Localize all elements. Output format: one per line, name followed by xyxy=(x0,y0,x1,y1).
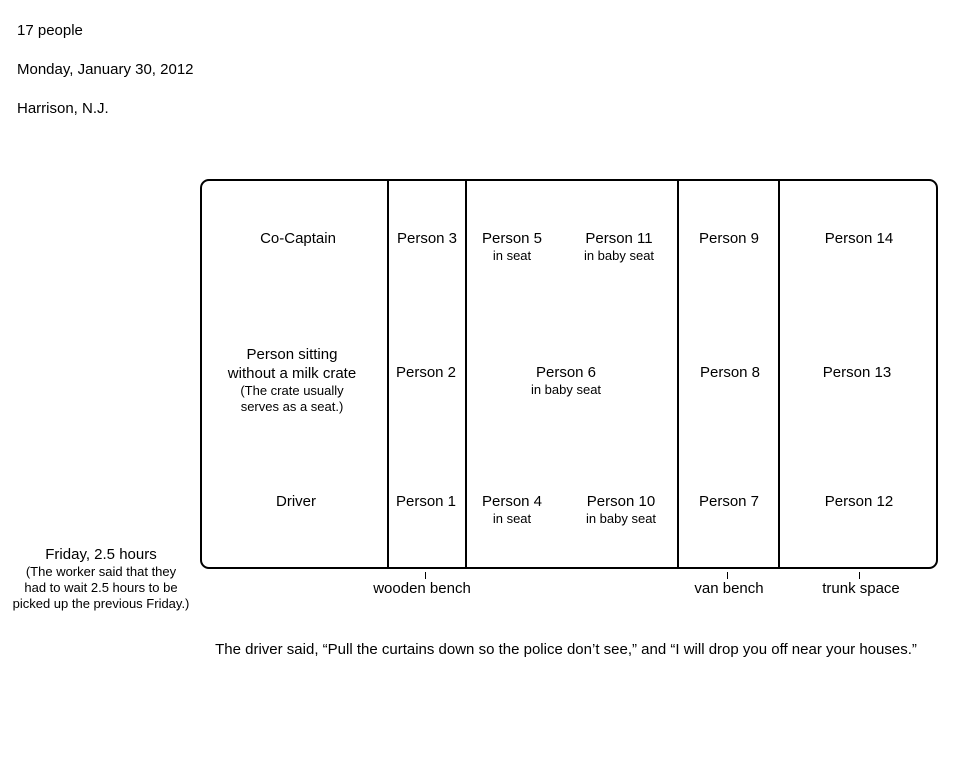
driver-quote: The driver said, “Pull the curtains down so the police don’t see,” and “I will drop you off near your houses.” xyxy=(215,641,917,658)
seat-note: in seat xyxy=(492,511,532,526)
seat-label: Person 1 xyxy=(395,493,457,510)
seat-label: Person 13 xyxy=(822,364,892,381)
seat-person-1 xyxy=(396,492,456,511)
seat-label: Co-Captain xyxy=(260,230,336,247)
seat-note: (The crate usually xyxy=(240,383,344,398)
seat-driver xyxy=(276,492,316,511)
seat-co-captain xyxy=(260,229,336,248)
van-outline xyxy=(200,179,938,569)
wait-title: Friday, 2.5 hours xyxy=(45,546,157,563)
seat-note: in seat xyxy=(492,248,532,263)
tick-van-bench xyxy=(727,572,728,579)
seat-label: Person 10 xyxy=(586,493,656,510)
seat-person-13 xyxy=(823,363,891,382)
tick-trunk-space xyxy=(859,572,860,579)
seat-person-7 xyxy=(699,492,759,511)
seat-person-2 xyxy=(396,363,456,382)
divider-wooden-bench xyxy=(465,181,467,567)
seat-person-10 xyxy=(586,492,656,527)
seat-person-11 xyxy=(584,229,654,264)
seat-label: without a milk crate xyxy=(227,365,357,382)
seat-note: in baby seat xyxy=(585,511,657,526)
location-label: Harrison, N.J. xyxy=(17,100,109,117)
wait-note-line: had to wait 2.5 hours to be xyxy=(24,580,178,595)
divider-front xyxy=(387,181,389,567)
seat-label: Person 6 xyxy=(535,364,597,381)
seat-note: serves as a seat.) xyxy=(240,399,344,414)
seat-label: Person 9 xyxy=(698,230,760,247)
seat-label: Person 14 xyxy=(824,230,894,247)
divider-middle xyxy=(677,181,679,567)
seat-label: Person 5 xyxy=(481,230,543,247)
seat-label: Person 4 xyxy=(481,493,543,510)
seat-label: Person 2 xyxy=(395,364,457,381)
seat-note: in baby seat xyxy=(530,382,602,397)
seat-person-5 xyxy=(482,229,542,264)
divider-van-bench xyxy=(778,181,780,567)
wait-note-line: (The worker said that they xyxy=(25,564,177,579)
wait-note xyxy=(13,546,190,612)
zone-label-van-bench: van bench xyxy=(694,580,764,597)
seat-label: Driver xyxy=(276,493,316,510)
date-label: Monday, January 30, 2012 xyxy=(17,61,194,78)
seat-person-3 xyxy=(397,229,457,248)
seat-label: Person 3 xyxy=(396,230,458,247)
wait-note-line: picked up the previous Friday.) xyxy=(12,596,190,611)
seat-person-6 xyxy=(531,363,601,398)
seat-person-14 xyxy=(825,229,893,248)
people-count: 17 people xyxy=(17,22,83,39)
tick-wooden-bench xyxy=(425,572,426,579)
seat-note: in baby seat xyxy=(583,248,655,263)
seat-no-crate xyxy=(228,345,356,415)
seat-person-8 xyxy=(700,363,760,382)
seat-label: Person sitting xyxy=(246,346,338,363)
seat-label: Person 7 xyxy=(698,493,760,510)
zone-label-trunk-space: trunk space xyxy=(822,580,900,597)
zone-label-wooden-bench: wooden bench xyxy=(373,580,471,597)
seat-person-12 xyxy=(825,492,893,511)
seat-person-9 xyxy=(699,229,759,248)
seat-label: Person 11 xyxy=(585,230,653,247)
seat-label: Person 8 xyxy=(699,364,761,381)
seat-person-4 xyxy=(482,492,542,527)
seat-label: Person 12 xyxy=(824,493,894,510)
